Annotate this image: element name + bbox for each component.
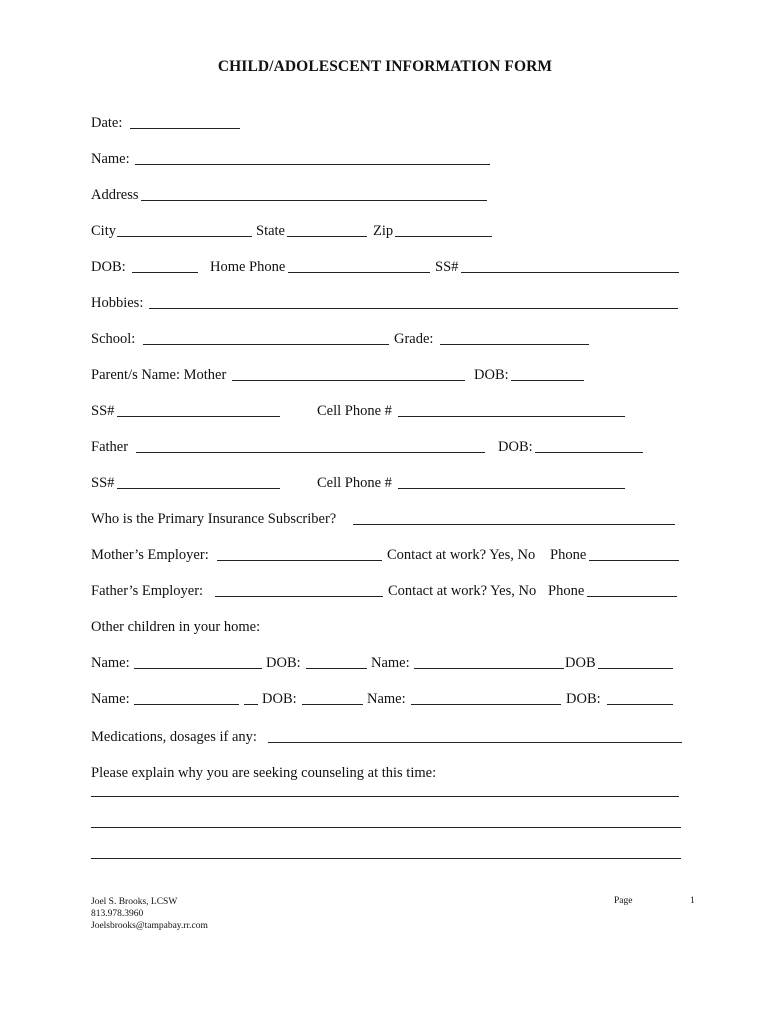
mother-dob-label: DOB: (474, 367, 509, 383)
mother-ss-field[interactable] (117, 416, 280, 417)
primary-insurance-field[interactable] (353, 524, 675, 525)
date-field[interactable] (130, 128, 240, 129)
father-dob-field[interactable] (535, 452, 643, 453)
mother-dob-field[interactable] (511, 380, 584, 381)
child2-name-label: Name: (371, 655, 410, 671)
ss-label: SS# (435, 259, 459, 275)
father-cell-field[interactable] (398, 488, 625, 489)
ss-field[interactable] (461, 272, 679, 273)
child2-name-field[interactable] (414, 668, 564, 669)
mother-cell-field[interactable] (398, 416, 625, 417)
school-field[interactable] (143, 344, 389, 345)
form-title: CHILD/ADOLESCENT INFORMATION FORM (217, 58, 553, 75)
father-ss-label: SS# (91, 475, 115, 491)
child4-dob-field[interactable] (607, 704, 673, 705)
home-phone-label: Home Phone (210, 259, 286, 275)
state-field[interactable] (287, 236, 367, 237)
mother-cell-label: Cell Phone # (317, 403, 392, 419)
footer-name: Joel S. Brooks, LCSW (91, 897, 178, 907)
mother-work-phone-field[interactable] (589, 560, 679, 561)
grade-field[interactable] (440, 344, 589, 345)
counseling-answer-line-2[interactable] (91, 827, 681, 828)
address-field[interactable] (141, 200, 487, 201)
father-work-phone-field[interactable] (587, 596, 677, 597)
child3-name-field-extra[interactable] (244, 704, 258, 705)
footer-page-label: Page (614, 896, 633, 906)
child1-name-label: Name: (91, 655, 130, 671)
footer-contact (91, 896, 208, 932)
fathers-employer-field[interactable] (215, 596, 383, 597)
child4-name-label: Name: (367, 691, 406, 707)
child2-dob-label: DOB (565, 655, 596, 671)
child2-dob-field[interactable] (598, 668, 673, 669)
counseling-answer-line-1[interactable] (91, 796, 679, 797)
footer-page-number: 1 (690, 896, 695, 906)
dob-label: DOB: (91, 259, 126, 275)
footer-phone: 813.978.3960 (91, 909, 144, 919)
mother-contact-label: Contact at work? Yes, No (387, 547, 536, 563)
name-label: Name: (91, 151, 130, 167)
child3-name-field[interactable] (134, 704, 239, 705)
mothers-employer-field[interactable] (217, 560, 382, 561)
name-field[interactable] (135, 164, 490, 165)
zip-field[interactable] (395, 236, 492, 237)
state-label: State (256, 223, 285, 239)
child1-name-field[interactable] (134, 668, 262, 669)
father-cell-label: Cell Phone # (317, 475, 392, 491)
child3-dob-field[interactable] (302, 704, 363, 705)
dob-field[interactable] (132, 272, 198, 273)
fathers-employer-label: Father’s Employer: (91, 583, 204, 599)
grade-label: Grade: (394, 331, 434, 347)
father-name-field[interactable] (136, 452, 485, 453)
mother-ss-label: SS# (91, 403, 115, 419)
city-label: City (91, 223, 116, 239)
father-phone-label: Phone (548, 583, 585, 599)
counseling-reason-label: Please explain why you are seeking counseling at this time: (91, 765, 437, 781)
mother-name-field[interactable] (232, 380, 465, 381)
medications-field[interactable] (268, 742, 682, 743)
date-label: Date: (91, 115, 123, 131)
footer-email: Joelsbrooks@tampabay.rr.com (91, 921, 208, 931)
child3-name-label: Name: (91, 691, 130, 707)
father-label: Father (91, 439, 129, 455)
father-ss-field[interactable] (117, 488, 280, 489)
city-field[interactable] (117, 236, 252, 237)
home-phone-field[interactable] (288, 272, 430, 273)
child4-name-field[interactable] (411, 704, 561, 705)
parents-name-mother-label: Parent/s Name: Mother (91, 367, 227, 383)
other-children-label: Other children in your home: (91, 619, 261, 635)
counseling-answer-line-3[interactable] (91, 858, 681, 859)
mother-phone-label: Phone (550, 547, 587, 563)
address-label: Address (91, 187, 139, 203)
child3-dob-label: DOB: (262, 691, 297, 707)
child4-dob-label: DOB: (566, 691, 601, 707)
school-label: School: (91, 331, 136, 347)
father-contact-label: Contact at work? Yes, No (388, 583, 537, 599)
zip-label: Zip (373, 223, 394, 239)
hobbies-label: Hobbies: (91, 295, 144, 311)
primary-insurance-label: Who is the Primary Insurance Subscriber? (91, 511, 337, 527)
mothers-employer-label: Mother’s Employer: (91, 547, 209, 563)
hobbies-field[interactable] (149, 308, 678, 309)
father-dob-label: DOB: (498, 439, 533, 455)
child1-dob-label: DOB: (266, 655, 301, 671)
child1-dob-field[interactable] (306, 668, 367, 669)
medications-label: Medications, dosages if any: (91, 729, 257, 745)
